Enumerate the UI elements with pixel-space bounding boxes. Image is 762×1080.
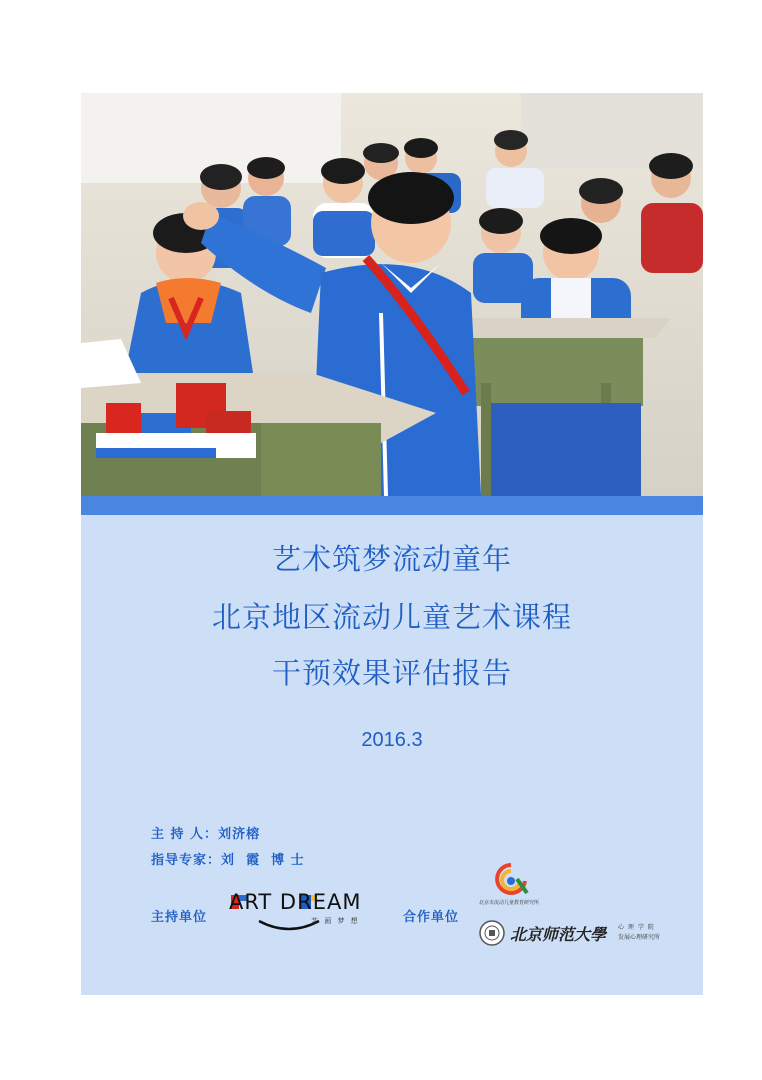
bnu-name: 北京师范大學 [510, 925, 607, 944]
title-line-3: 干预效果评估报告 [271, 656, 512, 690]
bnu-seal-icon [479, 920, 505, 946]
art-dream-logo [229, 885, 384, 935]
host-label: 主 持 人： [151, 827, 219, 842]
advisor-line [151, 849, 305, 868]
host-name: 刘济榕 [218, 827, 261, 842]
bnu-logo [479, 918, 669, 948]
cover-info-panel [81, 515, 703, 995]
title-line-2: 北京地区流动儿童艺术课程 [211, 600, 572, 634]
bnu-dept-2: 发展心理研究所 [618, 934, 661, 941]
header-accent-bar [81, 496, 703, 515]
art-dream-wordmark: ART DREAM [229, 890, 362, 914]
partner-logo-mark [491, 861, 531, 897]
host-line [151, 823, 260, 842]
advisor-label: 指导专家： [151, 853, 222, 868]
organizer-label: 主持单位 [151, 910, 208, 925]
cover-photo [81, 93, 703, 496]
classroom-photo-image [81, 93, 703, 496]
art-dream-subtitle: 艺 画 梦 想 [311, 917, 360, 925]
bnu-dept-1: 心 理 学 院 [618, 924, 655, 931]
partner-label: 合作单位 [403, 910, 460, 925]
title-line-1: 艺术筑梦流动童年 [271, 542, 512, 576]
partner-logo-caption: 北京市流动儿童教育研究所 [479, 900, 540, 906]
report-date: 2016.3 [361, 729, 423, 751]
partner-logo [479, 861, 549, 909]
advisor-name: 刘 霞 博 士 [221, 853, 305, 868]
